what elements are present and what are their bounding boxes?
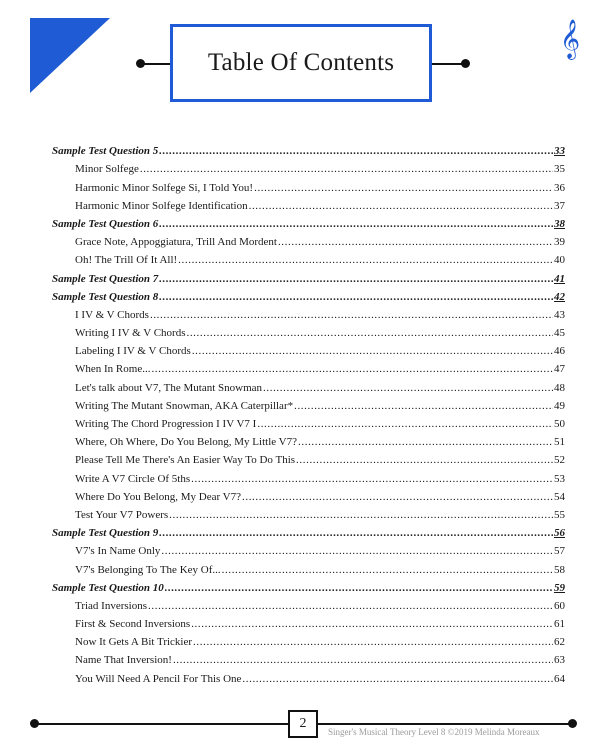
toc-entry[interactable] [52,340,565,358]
toc-section-entry[interactable] [52,140,565,158]
toc-entry[interactable] [52,158,565,176]
toc-entry[interactable] [52,195,565,213]
toc-entry-title: Writing The Mutant Snowman, AKA Caterpillar* [75,399,294,412]
toc-entry-title: Writing The Chord Progression I IV V7 I [75,418,257,430]
footer-line-right [316,723,572,725]
toc-page-number: 40 [554,254,565,267]
toc-entry-title: Now It Gets A Bit Trickier [75,636,193,649]
toc-leader-dots [186,326,553,340]
toc-entry-title: When In Rome... [75,363,151,376]
toc-page-number: 58 [554,563,565,576]
toc-leader-dots [249,199,553,213]
toc-entry-title: Sample Test Question 5 [52,145,159,158]
toc-entry[interactable] [52,395,565,413]
toc-leader-dots [169,508,553,522]
toc-leader-dots [191,617,553,631]
toc-leader-dots [191,472,553,486]
toc-entry-title: Triad Inversions [75,599,148,612]
toc-page-number: 49 [554,399,565,412]
toc-entry-title: I IV & V Chords [75,308,149,321]
toc-entry[interactable] [52,376,565,394]
toc-entry[interactable] [52,249,565,267]
toc-page-number: 43 [554,308,565,321]
toc-entry-title: Writing I IV & V Chords [75,327,186,340]
toc-leader-dots [173,653,553,667]
toc-page-number: 60 [554,599,565,612]
toc-leader-dots [159,272,553,286]
toc-page-number: 57 [554,545,565,558]
toc-leader-dots [161,544,553,558]
toc-page-number: 53 [554,472,565,485]
toc-entry[interactable] [52,649,565,667]
toc-entry-title: You Will Need A Pencil For This One [75,672,242,685]
title-line-right-dot [461,59,470,68]
toc-entry-title: Name That Inversion! [75,654,172,667]
page-title: Table Of Contents [207,49,395,76]
toc-page-number: 45 [554,327,565,340]
toc-leader-dots [257,417,553,431]
toc-entry-title: Test Your V7 Powers [75,508,169,521]
toc-entry[interactable] [52,304,565,322]
toc-section-entry[interactable] [52,213,565,231]
toc-entry[interactable] [52,486,565,504]
toc-page-number: 48 [554,381,565,394]
toc-entry-title: Oh! The Trill Of It All! [75,254,178,267]
toc-entry-title: First & Second Inversions [75,618,191,631]
toc-entry-title: Harmonic Minor Solfege Si, I Told You! [75,181,254,194]
toc-entry[interactable] [52,595,565,613]
toc-entry-title: Sample Test Question 10 [52,581,164,594]
toc-leader-dots [151,362,553,376]
toc-section-entry[interactable] [52,577,565,595]
page-number: 2 [299,716,307,731]
toc-entry[interactable] [52,540,565,558]
toc-entry-title: Sample Test Question 8 [52,290,159,303]
toc-entry-title: Please Tell Me There's An Easier Way To Do This [75,454,296,467]
toc-leader-dots [159,144,553,158]
toc-leader-dots [159,526,553,540]
toc-page-number: 52 [554,454,565,467]
toc-entry-title: Where, Oh Where, Do You Belong, My Little V7? [75,436,298,449]
toc-page-number: 46 [554,345,565,358]
toc-entry[interactable] [52,631,565,649]
footer-line-right-dot [568,719,577,728]
toc-leader-dots [193,635,553,649]
toc-entry-title: Labeling I IV & V Chords [75,345,191,358]
toc-entry[interactable] [52,667,565,685]
toc-leader-dots [298,435,553,449]
toc-entry[interactable] [52,358,565,376]
toc-page-number: 61 [554,618,565,631]
toc-leader-dots [178,253,553,267]
toc-entry[interactable] [52,613,565,631]
toc-page-number: 42 [554,290,565,303]
toc-entry[interactable] [52,176,565,194]
toc-page-number: 55 [554,508,565,521]
toc-leader-dots [278,235,553,249]
toc-page-number: 50 [554,418,565,430]
toc-page-number: 47 [554,363,565,376]
toc-entry[interactable] [52,322,565,340]
toc-entry-title: Sample Test Question 7 [52,272,159,285]
toc-leader-dots [294,399,553,413]
toc-page-number: 33 [554,145,565,158]
toc-page-number: 63 [554,654,565,667]
toc-page-number: 51 [554,436,565,449]
toc-section-entry[interactable] [52,522,565,540]
toc-entry[interactable] [52,431,565,449]
title-line-left [140,63,172,65]
toc-entry[interactable] [52,231,565,249]
toc-leader-dots [192,344,553,358]
toc-page-number: 37 [554,199,565,212]
toc-entry-title: Grace Note, Appoggiatura, Trill And Mordent [75,236,277,249]
treble-clef-icon: 𝄞 [559,19,581,59]
toc-leader-dots [222,563,553,577]
toc-page-number: 64 [554,672,565,685]
toc-entry-title: Harmonic Minor Solfege Identification [75,199,248,212]
footer-line-left [34,723,290,725]
toc-entry-title: Where Do You Belong, My Dear V7? [75,490,241,503]
toc-leader-dots [159,217,553,231]
toc-entry[interactable] [52,504,565,522]
toc-leader-dots [140,162,553,176]
corner-triangle-decoration [30,18,110,93]
toc-leader-dots [242,672,553,686]
toc-leader-dots [254,181,553,195]
toc-page-number: 62 [554,636,565,649]
footer-copyright: Singer's Musical Theory Level 8 ©2019 Melinda Moreaux [328,727,540,737]
toc-section-entry[interactable] [52,267,565,285]
toc-page-number: 38 [554,217,565,230]
toc-entry-title: Minor Solfege [75,163,139,176]
toc-entry-title: V7's Belonging To The Key Of... [75,563,221,576]
toc-leader-dots [150,308,553,322]
toc-page-number: 54 [554,490,565,503]
toc-leader-dots [148,599,553,613]
toc-page-number: 35 [554,163,565,176]
toc-entry-title: Let's talk about V7, The Mutant Snowman [75,381,263,394]
toc-page-number: 39 [554,236,565,249]
toc-page-number: 59 [554,581,565,594]
toc-page-number: 56 [554,527,565,540]
toc-leader-dots [159,290,553,304]
toc-leader-dots [296,453,553,467]
toc-page-number: 41 [554,272,565,285]
toc-entry[interactable] [52,558,565,576]
toc-section-entry[interactable] [52,286,565,304]
table-of-contents [52,140,565,686]
title-box [170,24,432,102]
toc-leader-dots [242,490,553,504]
toc-entry[interactable] [52,467,565,485]
toc-entry-title: Sample Test Question 6 [52,217,159,230]
toc-leader-dots [263,381,553,395]
toc-entry[interactable] [52,449,565,467]
toc-entry-title: Write A V7 Circle Of 5ths [75,472,191,485]
page-number-box [288,710,318,738]
toc-entry-title: V7's In Name Only [75,545,161,558]
toc-page-number: 36 [554,181,565,194]
toc-leader-dots [165,581,553,595]
toc-entry[interactable] [52,413,565,431]
toc-entry-title: Sample Test Question 9 [52,527,159,540]
